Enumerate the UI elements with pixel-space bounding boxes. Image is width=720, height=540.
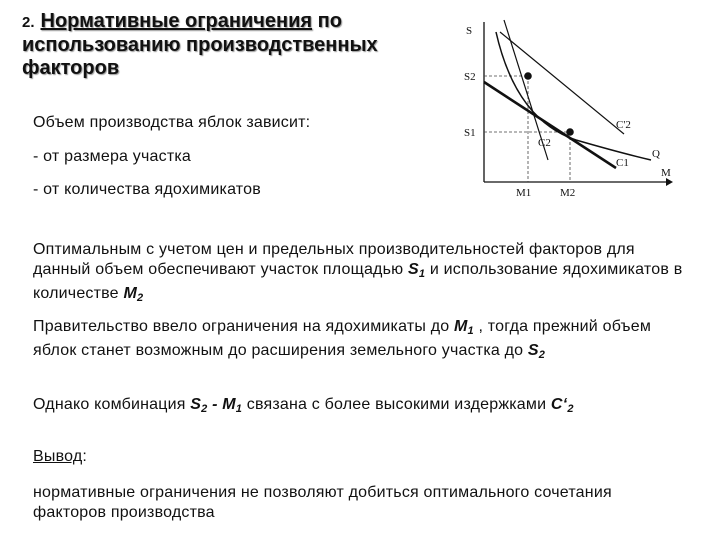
p2-m-sub: 1 — [467, 325, 474, 337]
x-axis-label: M — [661, 167, 671, 179]
c2-label: C2 — [538, 137, 551, 149]
point-s1-m2 — [566, 128, 574, 136]
conclusion-heading — [33, 447, 688, 467]
p3-c: C‘ — [550, 396, 568, 413]
p3-combo-s: S — [190, 396, 202, 413]
c1-label: C1 — [616, 157, 629, 169]
point-s2-m1 — [524, 72, 532, 80]
p1-text: Оптимальным с учетом цен и предельных производительностей факторов для данный объем обеспечивают участок площадью — [33, 241, 635, 278]
isoquant-diagram — [456, 10, 696, 210]
p2-text: Правительство ввело ограничения на ядохимикаты до — [33, 318, 455, 335]
paragraph-optimal — [33, 240, 688, 308]
p2-s-sub: 2 — [538, 349, 546, 361]
p2-s: S — [527, 342, 539, 359]
conclusion-label: Вывод — [33, 448, 83, 465]
dependency-item: - от количества ядохимикатов — [33, 181, 261, 198]
p3-combo-m-sub: 1 — [235, 403, 243, 415]
isocost-c1 — [484, 82, 616, 168]
x-axis-arrow — [666, 178, 673, 186]
title-underlined: Нормативные ограничения — [40, 10, 313, 32]
p3-mid: связана с более высокими издержками — [242, 396, 551, 413]
p2-mid: , тогда прежний объем яблок станет возможным до расширения земельного участка до — [33, 318, 652, 359]
conclusion-text: нормативные ограничения не позволяют добиться оптимального сочетания факторов производства — [33, 484, 612, 521]
s2-label: S2 — [464, 71, 476, 83]
p3-c-sub: 2 — [567, 403, 574, 415]
dependency-item: - от размера участка — [33, 148, 191, 165]
q-label: Q — [652, 148, 660, 160]
p1-m: M — [123, 285, 137, 302]
p1-s-sub: 1 — [418, 268, 426, 280]
isocost-c2-prime — [500, 32, 624, 134]
m2-label: M2 — [560, 187, 576, 199]
paragraph-costs — [33, 395, 688, 419]
m1-label: M1 — [516, 187, 532, 199]
title-number: 2. — [22, 14, 35, 31]
p3-text: Однако комбинация — [33, 396, 191, 413]
c2-prime-label: C'2 — [616, 119, 631, 131]
title-rest: по использованию производственных факторов — [22, 10, 378, 79]
p3-dash: - — [207, 396, 223, 413]
p1-mid: и использование ядохимикатов в количестве — [33, 261, 683, 302]
p3-combo-m: M — [222, 396, 236, 413]
y-axis-label: S — [466, 25, 473, 37]
p1-s: S — [408, 261, 419, 278]
slide-title — [22, 10, 422, 80]
intro-text: Объем производства яблок зависит: — [33, 114, 311, 131]
p3-combo-s-sub: 2 — [201, 403, 208, 415]
paragraph-restriction — [33, 317, 688, 365]
p2-m: M — [454, 318, 468, 335]
conclusion-colon: : — [82, 448, 88, 465]
s1-label: S1 — [464, 127, 476, 139]
p1-m-sub: 2 — [136, 292, 144, 304]
